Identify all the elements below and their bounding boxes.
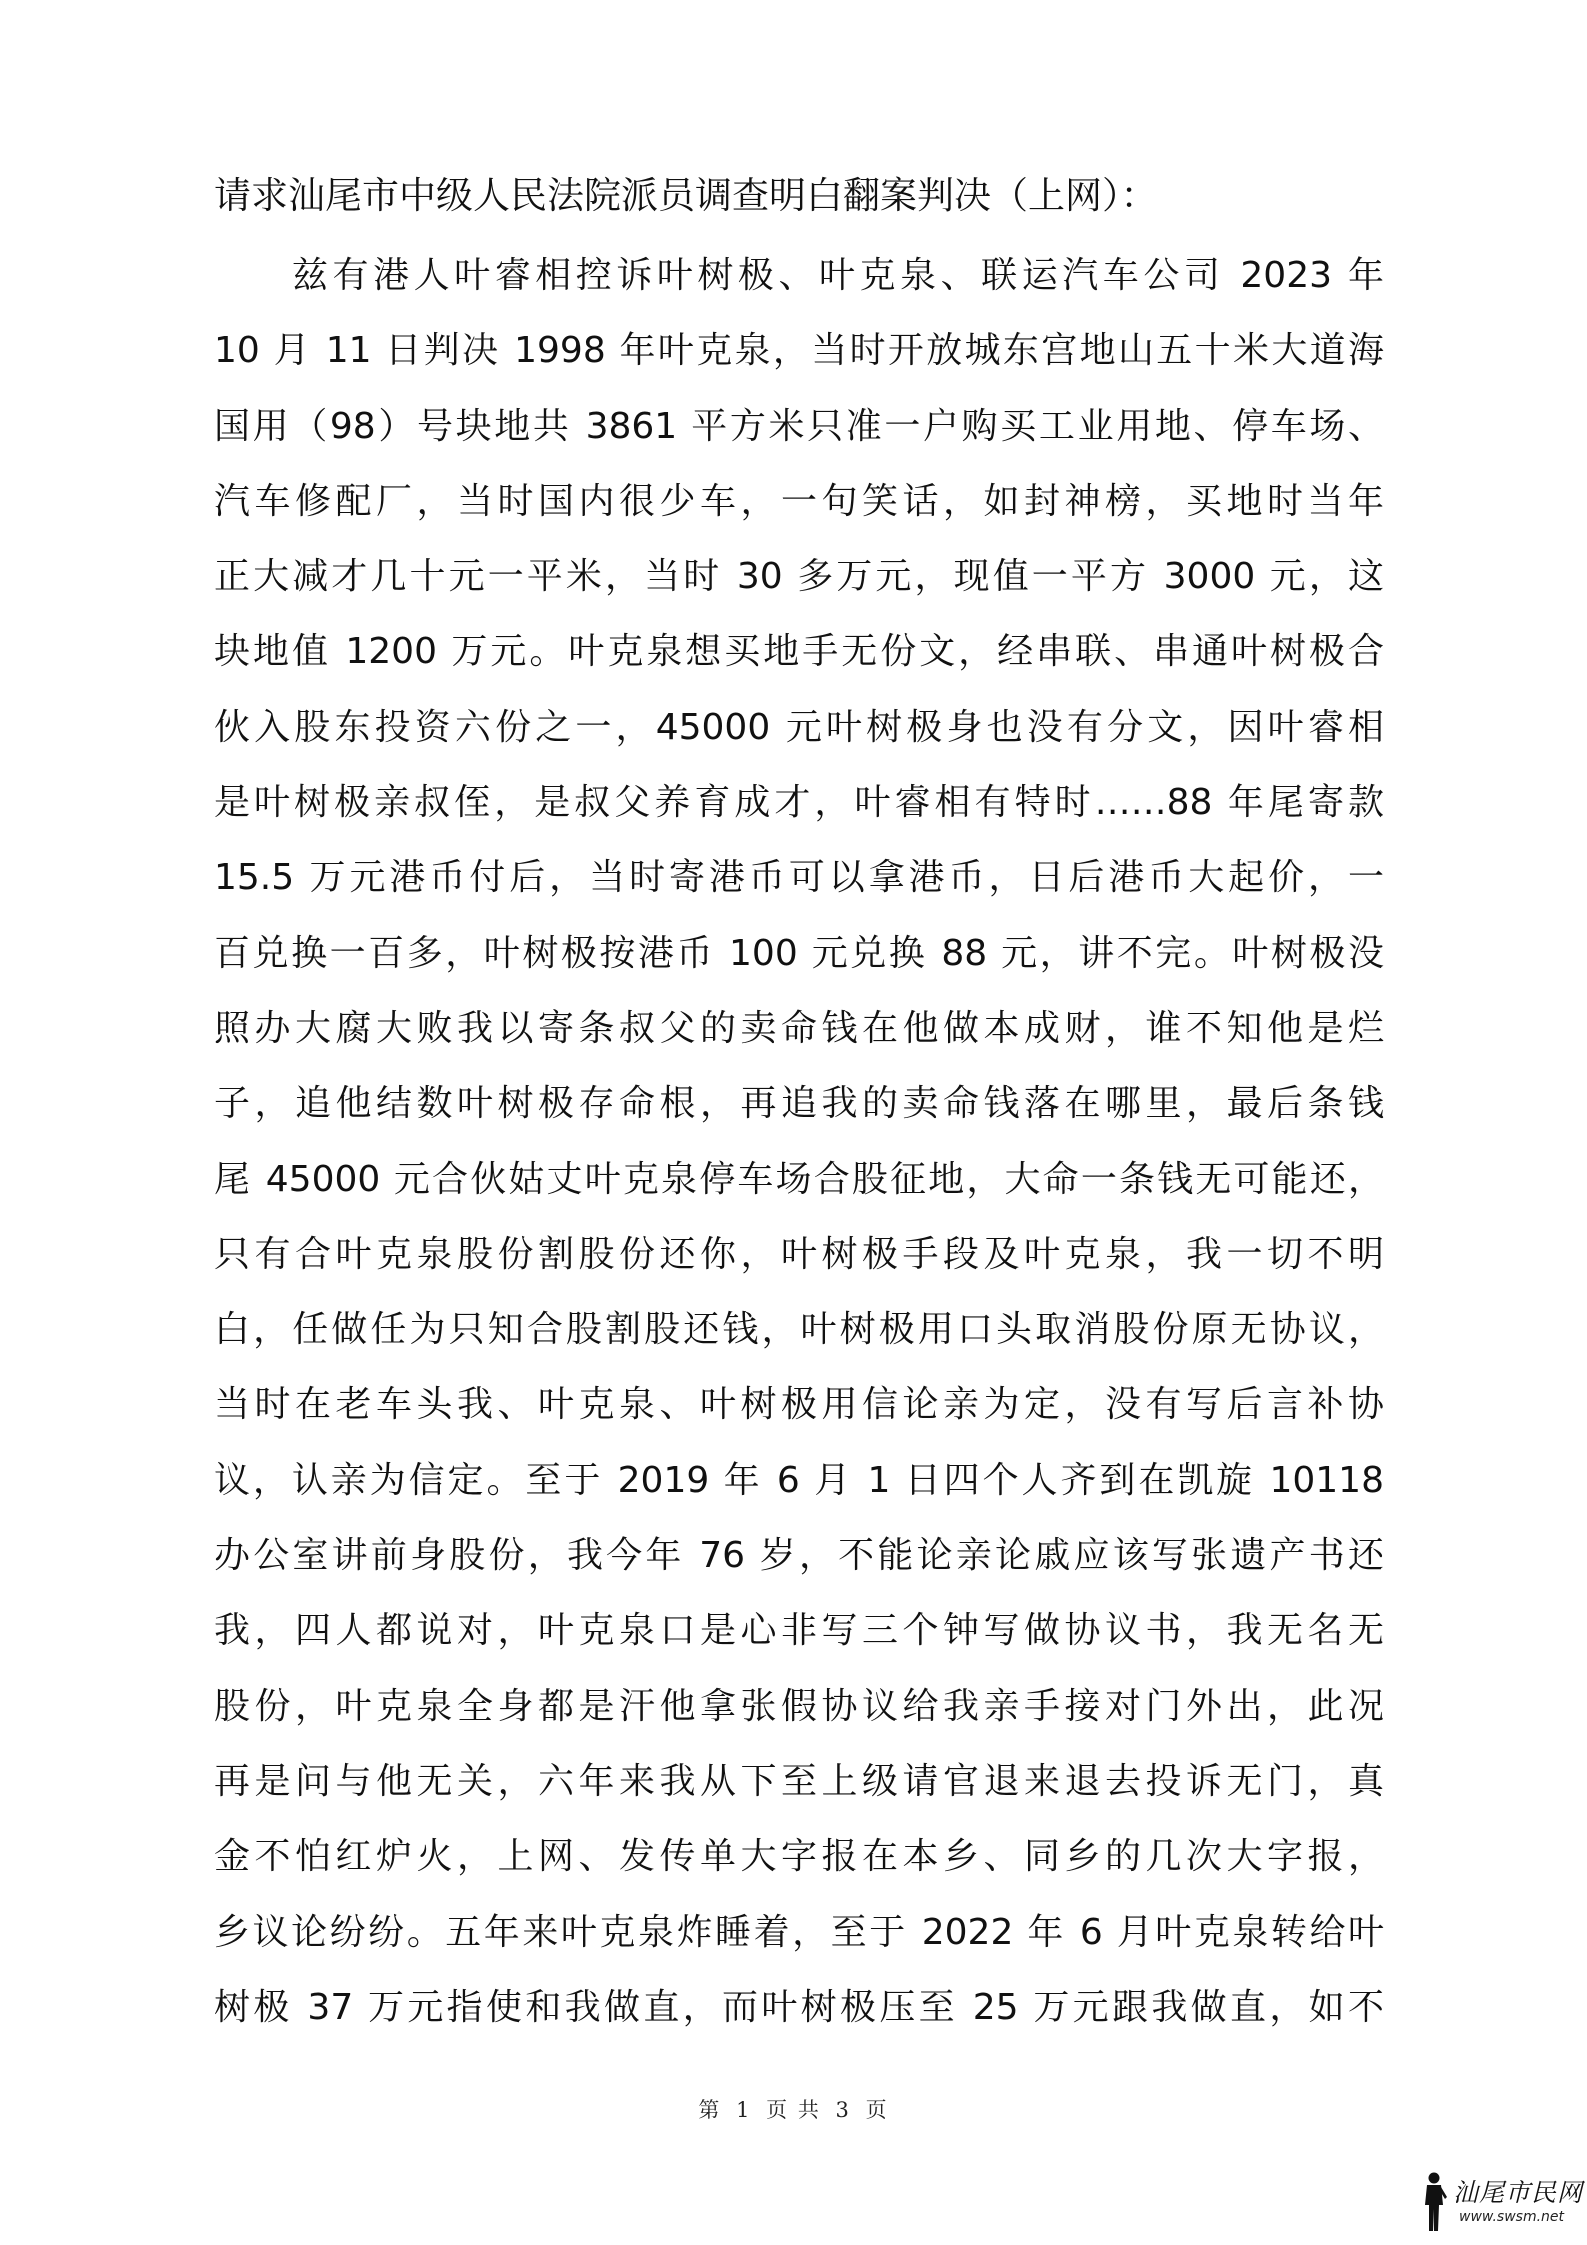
body-line: 乡议论纷纷。五年来叶克泉炸睡着，至于 2022 年 6 月叶克泉转给叶	[214, 1911, 1384, 1953]
body-line: 再是问与他无关，六年来我从下至上级请官退来退去投诉无门，真	[214, 1760, 1384, 1802]
body-line: 兹有港人叶睿相控诉叶树极、叶克泉、联运汽车公司 2023 年	[292, 255, 1384, 296]
document-body	[214, 238, 1384, 2045]
body-line: 10 月 11 日判决 1998 年叶克泉，当时开放城东宫地山五十米大道海	[214, 330, 1384, 372]
footer-page-number: 1	[736, 2098, 752, 2122]
footer-middle: 页 共	[766, 2098, 821, 2122]
body-line: 是叶树极亲叔侄，是叔父养育成才，叶睿相有特时……88 年尾寄款	[214, 782, 1384, 824]
body-line: 百兑换一百多，叶树极按港币 100 元兑换 88 元，讲不完。叶树极没	[214, 932, 1384, 974]
body-line: 只有合叶克泉股份割股份还你，叶树极手段及叶克泉，我一切不明	[214, 1233, 1384, 1275]
body-line: 汽车修配厂，当时国内很少车，一句笑话，如封神榜，买地时当年	[214, 480, 1384, 522]
footer-prefix: 第	[698, 2098, 722, 2122]
person-silhouette-icon	[1419, 2171, 1449, 2233]
body-line: 股份，叶克泉全身都是汗他拿张假协议给我亲手接对门外出，此况	[214, 1685, 1384, 1727]
watermark-site-name: 汕尾市民网	[1453, 2178, 1584, 2207]
body-line: 块地值 1200 万元。叶克泉想买地手无份文，经串联、串通叶树极合	[214, 631, 1384, 673]
body-line: 当时在老车头我、叶克泉、叶树极用信论亲为定，没有写后言补协	[214, 1384, 1384, 1426]
body-line: 国用（98）号块地共 3861 平方米只准一户购买工业用地、停车场、	[214, 405, 1384, 447]
body-line: 子，追他结数叶树极存命根，再追我的卖命钱落在哪里，最后条钱	[214, 1083, 1384, 1125]
body-line: 金不怕红炉火，上网、发传单大字报在本乡、同乡的几次大字报，	[214, 1836, 1384, 1878]
body-line: 照办大腐大败我以寄条叔父的卖命钱在他做本成财，谁不知他是烂	[214, 1007, 1384, 1049]
body-line: 树极 37 万元指使和我做直，而叶树极压至 25 万元跟我做直，如不	[214, 1986, 1384, 2028]
body-line: 伙入股东投资六份之一，45000 元叶树极身也没有分文，因叶睿相	[214, 706, 1384, 748]
body-line: 议，认亲为信定。至于 2019 年 6 月 1 日四个人齐到在凯旋 10118	[214, 1459, 1384, 1501]
footer-total-pages: 3	[835, 2098, 851, 2122]
body-line: 白，任做任为只知合股割股还钱，叶树极用口头取消股份原无协议，	[214, 1309, 1384, 1351]
page-footer	[0, 2094, 1587, 2124]
footer-suffix: 页	[865, 2098, 889, 2122]
body-line: 我，四人都说对，叶克泉口是心非写三个钟写做协议书，我无名无	[214, 1610, 1384, 1652]
body-line: 正大减才几十元一平米，当时 30 多万元，现值一平方 3000 元，这	[214, 556, 1384, 598]
site-watermark	[1419, 2169, 1584, 2239]
body-line: 办公室讲前身股份，我今年 76 岁，不能论亲论戚应该写张遗产书还	[214, 1535, 1384, 1577]
watermark-url: www.swsm.net	[1459, 2209, 1565, 2225]
body-line: 尾 45000 元合伙姑丈叶克泉停车场合股征地，大命一条钱无可能还，	[214, 1158, 1384, 1200]
document-title: 请求汕尾市中级人民法院派员调查明白翻案判决（上网）：	[214, 174, 1158, 217]
body-line: 15.5 万元港币付后，当时寄港币可以拿港币，日后港币大起价，一	[214, 857, 1384, 899]
